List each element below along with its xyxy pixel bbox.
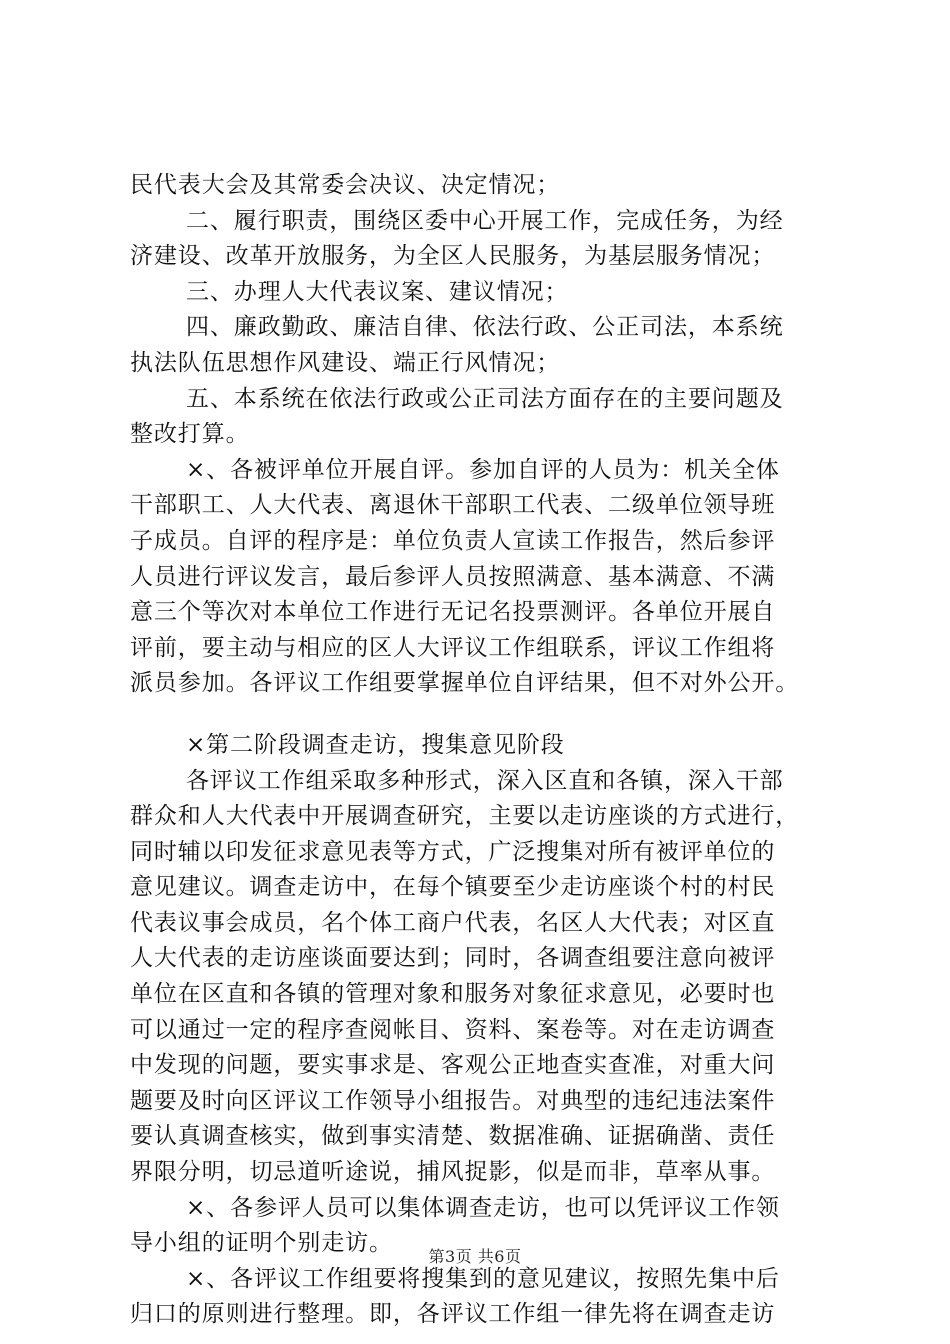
text-line: ×、各评议工作组要将搜集到的意见建议，按照先集中后 [186, 1265, 780, 1292]
text-line: 单位在区直和各镇的管理对象和服务对象征求意见，必要时也 [130, 981, 776, 1008]
section-heading: ×第二阶段调查走访，搜集意见阶段 [186, 731, 565, 758]
text-line: 意见建议。调查走访中，在每个镇要至少走访座谈个村的村民 [130, 874, 776, 901]
text-line: 人员进行评议发言，最后参评人员按照满意、基本满意、不满 [130, 563, 776, 590]
text-line: 民代表大会及其常委会决议、决定情况； [130, 172, 561, 198]
text-line: 五、本系统在依法行政或公正司法方面存在的主要问题及 [186, 385, 784, 412]
text-line: 界限分明，切忌道听途说，捕风捉影，似是而非，草率从事。 [130, 1159, 776, 1186]
text-line: 题要及时向区评议工作领导小组报告。对典型的违纪违法案件 [130, 1087, 776, 1114]
document-body [130, 168, 860, 1333]
text-line: 同时辅以印发征求意见表等方式，广泛搜集对所有被评单位的 [130, 838, 776, 865]
text-line: 干部职工、人大代表、离退休干部职工代表、二级单位领导班 [130, 492, 776, 519]
text-line: 整改打算。 [130, 421, 250, 448]
text-line: 意三个等次对本单位工作进行无记名投票测评。各单位开展自 [130, 599, 776, 626]
text-line: 执法队伍思想作风建设、端正行风情况； [130, 349, 561, 376]
text-line: 导小组的证明个别走访。 [130, 1230, 393, 1257]
text-line: 各评议工作组采取多种形式，深入区直和各镇，深入干部 [186, 767, 784, 794]
text-line: ×、各参评人员可以集体调查走访，也可以凭评议工作领 [186, 1194, 780, 1221]
text-line: 济建设、改革开放服务，为全区人民服务，为基层服务情况； [130, 243, 776, 270]
text-line: 中发现的问题，要实事求是、客观公正地查实查准，对重大问 [130, 1052, 776, 1079]
text-line: 代表议事会成员，名个体工商户代表，名区人大代表；对区直 [130, 909, 776, 936]
text-line: 派员参加。各评议工作组要掌握单位自评结果，但不对外公开。 [130, 670, 800, 697]
text-line: 评前，要主动与相应的区人大评议工作组联系，评议工作组将 [130, 634, 776, 661]
paragraph-gap [130, 702, 860, 728]
text-line: 要认真调查核实，做到事实清楚、数据准确、证据确凿、责任 [130, 1123, 776, 1150]
text-line: 二、履行职责，围绕区委中心开展工作，完成任务，为经 [186, 207, 784, 234]
page-number-footer: 第3页 共6页 [428, 1247, 522, 1266]
text-line: 人大代表的走访座谈面要达到；同时，各调查组要注意向被评 [130, 945, 776, 972]
text-line: 群众和人大代表中开展调查研究，主要以走访座谈的方式进行， [130, 803, 800, 830]
text-line: 可以通过一定的程序查阅帐目、资料、案卷等。对在走访调查 [130, 1016, 776, 1043]
text-line: 四、廉政勤政、廉洁自律、依法行政、公正司法，本系统 [186, 314, 784, 341]
text-line: 归口的原则进行整理。即，各评议工作组一律先将在调查走访 [130, 1301, 776, 1328]
text-line: ×、各被评单位开展自评。参加自评的人员为：机关全体 [186, 456, 780, 483]
text-line: 三、办理人大代表议案、建议情况； [186, 278, 569, 305]
text-line: 子成员。自评的程序是：单位负责人宣读工作报告，然后参评 [130, 527, 776, 554]
